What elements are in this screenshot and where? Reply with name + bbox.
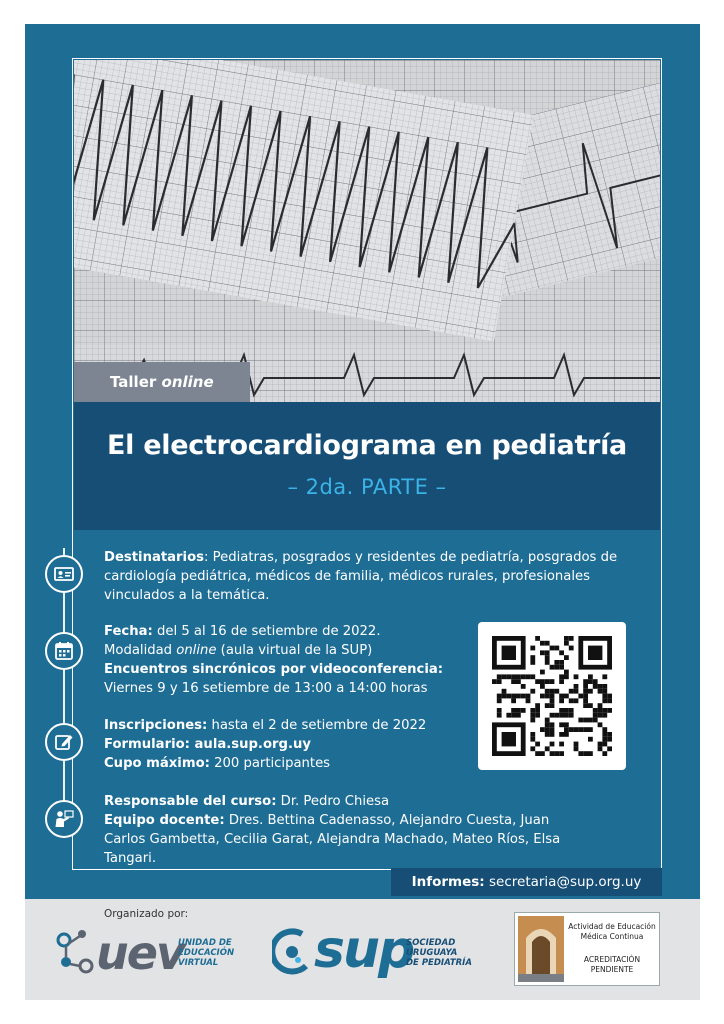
responsable-section (104, 792, 594, 868)
calendar-icon (45, 632, 83, 670)
workshop-tag-prefix: Taller (110, 373, 157, 391)
uev-caption (178, 938, 234, 968)
sup-caption-line3: DE PEDIATRÍA (406, 958, 472, 968)
workshop-tag (74, 362, 250, 402)
workshop-tag-emphasis: online (161, 373, 214, 391)
informes-label: Informes: (411, 874, 485, 890)
qr-code-graphic (478, 622, 626, 770)
accreditation-line4: PENDIENTE (590, 965, 634, 974)
fecha-section (104, 622, 464, 698)
uev-caption-line3: VIRTUAL (178, 958, 219, 968)
uev-logo: uev (96, 926, 184, 980)
modalidad-suffix: (aula virtual de la SUP) (216, 643, 373, 658)
equipo-label: Equipo docente: (104, 813, 225, 828)
ecg-photo (74, 60, 660, 402)
responsable-label: Responsable del curso: (104, 794, 277, 809)
sup-caption (406, 938, 472, 968)
responsable-value: Dr. Pedro Chiesa (276, 794, 390, 809)
sup-logo-icon (272, 926, 318, 976)
accreditation-line2: Médica Continua (580, 932, 644, 941)
uev-caption-line2: EDUCACIÓN (178, 948, 235, 958)
accreditation-line3: ACREDITACIÓN (583, 955, 641, 964)
inscripciones-value: hasta el 2 de setiembre de 2022 (207, 718, 427, 733)
title-band (74, 402, 660, 530)
cupo-value: 200 participantes (209, 756, 331, 771)
teacher-icon (45, 800, 83, 838)
encuentros-value: Viernes 9 y 16 setiembre de 13:00 a 14:00 horas (104, 681, 428, 696)
destinatarios-text: : Pediatras, posgrados y residentes de pediatría, posgrados de cardiología pediátrica, médicos de familia, médicos rurales, profesionales vinculados a la temática. (104, 550, 618, 603)
accreditation-seal (518, 916, 564, 982)
encuentros-label: Encuentros sincrónicos por videoconferencia: (104, 662, 444, 677)
informes-email[interactable]: secretaria@sup.org.uy (484, 874, 642, 890)
fecha-value: del 5 al 16 de setiembre de 2022. (152, 624, 381, 639)
qr-code[interactable] (478, 622, 626, 770)
organized-by-label: Organizado por: (104, 908, 189, 920)
ecg-illustration (74, 60, 660, 402)
formulario-link[interactable]: Formulario: aula.sup.org.uy (104, 737, 311, 752)
edit-icon (45, 723, 83, 761)
inscripciones-section (104, 716, 464, 773)
page-subtitle: – 2da. PARTE – (287, 475, 447, 499)
destinatarios-label: Destinatarios (104, 550, 204, 565)
cupo-label: Cupo máximo: (104, 756, 210, 771)
destinatarios-section (104, 548, 624, 605)
uev-logo-icon (54, 926, 98, 976)
modalidad-prefix: Modalidad (104, 643, 177, 658)
fecha-label: Fecha: (104, 624, 153, 639)
modalidad-emphasis: online (176, 643, 217, 658)
accreditation-line1: Actividad de Educación (568, 922, 656, 931)
equipo-value: Dres. Bettina Cadenasso, Alejandro Cuesta, Juan Carlos Gambetta, Cecilia Garat, Alejandra Machado, Mateo Ríos, Elsa Tangari. (104, 813, 561, 866)
uev-caption-line1: UNIDAD DE (178, 938, 232, 948)
sup-logo: sup (314, 920, 414, 980)
informes-bar (391, 868, 662, 896)
page-title: El electrocardiograma en pediatría (107, 430, 627, 461)
inscripciones-label: Inscripciones: (104, 718, 208, 733)
sup-caption-line1: SOCIEDAD (406, 938, 456, 948)
sup-caption-line2: URUGUAYA (406, 948, 458, 958)
id-card-icon (45, 555, 83, 593)
